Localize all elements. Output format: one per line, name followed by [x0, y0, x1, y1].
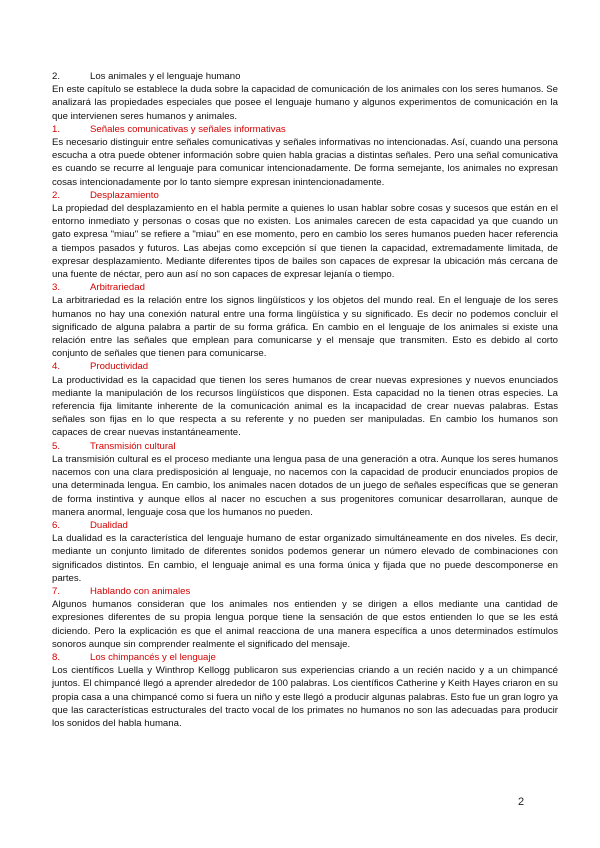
- section-heading: [52, 585, 558, 598]
- section-title: Productividad: [90, 361, 149, 373]
- page-number: 2: [518, 796, 525, 808]
- section-2: [52, 189, 558, 281]
- section-number: 1.: [52, 123, 61, 135]
- section-title: Arbitrariedad: [90, 282, 145, 294]
- section-number: 8.: [52, 651, 61, 663]
- document-page: [52, 70, 558, 730]
- chapter-title: Los animales y el lenguaje humano: [90, 71, 241, 82]
- section-1: [52, 123, 558, 189]
- section-paragraph: La arbitrariedad es la relación entre los signos lingüísticos y los objetos del mundo real. En el lenguaje de los seres humanos no hay una conexión natural entre una forma lingüística y su significado. Es decir no podemos concluir el significado de alguna palabra a partir de su forma gráfica. En cambio en el lenguaje de los animales si existe una relación entre las señales que emplean para comunicarse y el mensaje que transmiten. Esto es debido al corto conjunto de señales que tienen para comunicarse.: [52, 295, 558, 360]
- section-paragraph: La dualidad es la característica del lenguaje humano de estar organizado simultáneamente en dos niveles. Es decir, mediante un conjunto limitado de diferentes sonidos podemos generar un número elevado de combinaciones con significados distintos. En cambio, el lenguaje animal es una forma única y fijada que no puede descomponerse en partes.: [52, 533, 558, 584]
- section-8: [52, 651, 558, 730]
- section-6: [52, 519, 558, 585]
- section-paragraph: Los científicos Luella y Winthrop Kellogg publicaron sus experiencias criando a un recién nacido y a un chimpancé juntos. El chimpancé llegó a aprender alrededor de 100 palabras. Los científicos Catherine y Keith Hayes criaron en su propia casa a una chimpancé como si fuera un niño y este llegó a producir algunas palabras. Esto fue un gran logro ya que las características estructurales del tracto vocal de los primates no humanos no son las adecuadas para producir los sonidos del habla humana.: [52, 665, 558, 729]
- section-5: [52, 440, 558, 519]
- section-heading: [52, 440, 558, 453]
- section-paragraph: La productividad es la capacidad que tienen los seres humanos de crear nuevas expresiones y nuevos enunciados mediante la manipulación de los recursos lingüísticos que disponen. Esta capacidad no la tienen otras especies. La referencia fija limitante inherente de la comunicación animal es la incapacidad de crear nuevas palabras. Estas señales son fijas en lo que respecta a su referente y no pueden ser manipuladas. En cambio los humanos son capaces de crear nuevas instantáneamente.: [52, 374, 558, 439]
- section-title: Desplazamiento: [90, 189, 159, 201]
- section-number: 6.: [52, 519, 61, 531]
- section-heading: [52, 651, 558, 664]
- section-heading: [52, 519, 558, 532]
- section-4: [52, 360, 558, 439]
- section-3: [52, 281, 558, 360]
- section-number: 3.: [52, 282, 61, 294]
- section-paragraph: Algunos humanos consideran que los animales nos entienden y se dirigen a ellos mediante una cantidad de expresiones diferentes de su propia lengua porque tiene la sensación de que estos entienden lo que se les está diciendo. Pero la explicación es que el animal reacciona de una manera específica a unos determinados estímulos sonoros aunque sin comprender realmente el significado del mensaje.: [52, 599, 558, 650]
- section-heading: [52, 360, 558, 373]
- intro-paragraph: En este capítulo se establece la duda sobre la capacidad de comunicación de los animales con los seres humanos. Se analizará las propiedades especiales que posee el lenguaje humano y algunos experimentos de comunicación en la que intervienen seres humanos y animales.: [52, 84, 558, 122]
- chapter-number: 2.: [52, 71, 61, 82]
- section-number: 7.: [52, 585, 61, 597]
- section-title: Hablando con animales: [90, 585, 191, 597]
- section-number: 5.: [52, 440, 61, 452]
- section-title: Señales comunicativas y señales informativas: [90, 123, 286, 135]
- section-paragraph: La transmisión cultural es el proceso mediante una lengua pasa de una generación a otra. Aunque los seres humanos nacemos con una clara predisposición al lenguaje, no nacemos con la capacidad de producir enunciados propios de una determinada lengua. En cambio, los animales nacen dotados de un juego de señales específicas que se generan de forma instintiva y aunque ellos al nacer no escuchen a sus progenitores comunicar desarrollaran, aunque de manera anormal, lenguaje cosa que los humanos no pueden.: [52, 453, 558, 518]
- chapter-heading: [52, 70, 558, 83]
- section-title: Dualidad: [90, 519, 128, 531]
- section-7: [52, 585, 558, 651]
- section-title: Transmisión cultural: [90, 440, 176, 452]
- section-number: 4.: [52, 361, 61, 373]
- section-heading: [52, 281, 558, 294]
- section-paragraph: La propiedad del desplazamiento en el habla permite a quienes lo usan hablar sobre cosas y sucesos que están en el entorno inmediato y personas o cosas que no existen. Los animales carecen de esta capacidad ya que cuando un gato expresa "miau" se refiere a "miau" en ese momento, pero en cambio los seres humanos pueden hacer referencia a tiempos pasados y futuros. Las abejas como excepción sí que tienen la capacidad, extremadamente limitada, de expresar desplazamiento. Mediante diferentes tipos de bailes son capaces de expresar la ubicación más cercana de una fuente de néctar, pero aun así no son capaces de expresar lejanía o tiempo.: [52, 203, 558, 281]
- section-title: Los chimpancés y el lenguaje: [90, 651, 216, 663]
- section-heading: [52, 189, 558, 202]
- section-paragraph: Es necesario distinguir entre señales comunicativas y señales informativas no intencionadas. Así, cuando una persona escucha a otra puede obtener información sobre quien habla gracias a distintas señales. Pero una señal comunicativa es cuando se recurre al lenguaje para comunicar intencionadamente. De forma semejante, los animales no expresan cosas intencionadamente por lo tanto siempre expresan inintencionadamente.: [52, 137, 558, 188]
- section-heading: [52, 123, 558, 136]
- section-number: 2.: [52, 189, 61, 201]
